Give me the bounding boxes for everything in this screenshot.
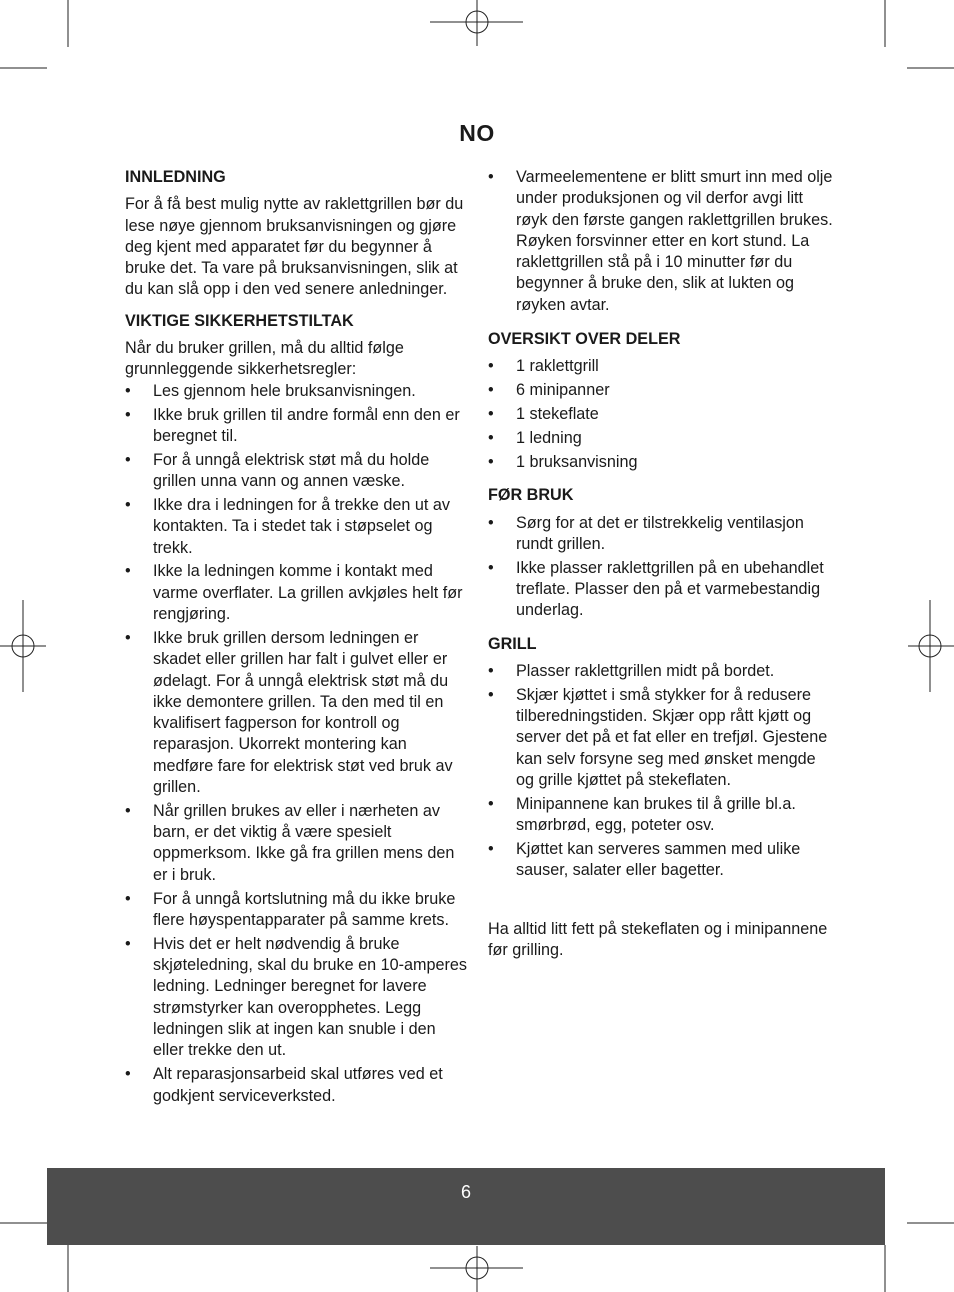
list-item bbox=[125, 934, 470, 1062]
before-use-heading: FØR BRUK bbox=[488, 486, 574, 505]
list-item-text: Ikke bruk grillen dersom ledningen er skadet eller grillen har falt i gulvet eller er ødelagt. For å unngå elektrisk støt må du ikke demontere grillen. Ta den med til en kvalifisert fagperson for kontroll og reparasjon. Ukorrekt montering kan medføre fare for elektrisk støt ved bruk av grillen. bbox=[153, 628, 453, 796]
list-item-text: Plasser raklettgrillen midt på bordet. bbox=[516, 661, 775, 680]
bullet-icon: • bbox=[125, 628, 131, 647]
left-column bbox=[125, 167, 470, 1119]
bullet-icon: • bbox=[488, 840, 494, 859]
list-item-text: 6 minipanner bbox=[516, 381, 610, 400]
list-item-text: Hvis det er helt nødvendig å bruke skjøteledning, skal du bruke en 10-amperes ledning. Ledninger beregnet for lavere strømstyrker kan overopphetes. Legg ledningen slik at ingen kan snuble i den eller trekke den ut. bbox=[153, 934, 468, 1060]
list-item bbox=[488, 558, 833, 622]
list-item-text: Ikke la ledningen komme i kontakt med varme overflater. La grillen avkjøles helt før rengjøring. bbox=[153, 562, 463, 624]
list-item-text: Skjær kjøttet i små stykker for å redusere tilberedningstiden. Skjær opp rått kjøtt og server det på et fat eller en trefjøl. Gjestene kan selv forsyne seg med ønsket mengde og grille kjøttet på stekeflaten. bbox=[516, 685, 828, 789]
bullet-icon: • bbox=[125, 405, 131, 424]
bullet-icon: • bbox=[488, 405, 494, 424]
bullet-icon: • bbox=[125, 495, 131, 514]
bullet-icon: • bbox=[125, 562, 131, 581]
list-item-text: Kjøttet kan serveres sammen med ulike sauser, salater eller bagetter. bbox=[516, 840, 801, 880]
list-item bbox=[125, 495, 470, 559]
bullet-icon: • bbox=[488, 168, 494, 186]
list-item bbox=[488, 380, 833, 401]
list-item-text: Minipannene kan brukes til å grille bl.a. smørbrød, egg, poteter osv. bbox=[516, 794, 796, 835]
list-item-text: Les gjennom hele bruksanvisningen. bbox=[153, 381, 416, 400]
bullet-icon: • bbox=[125, 801, 131, 820]
list-item bbox=[488, 452, 833, 473]
bullet-icon: • bbox=[488, 381, 494, 400]
bullet-icon: • bbox=[488, 513, 494, 532]
list-item-text: Alt reparasjonsarbeid skal utføres ved et godkjent serviceverksted. bbox=[153, 1065, 443, 1105]
footer-band bbox=[47, 1168, 885, 1245]
list-item bbox=[488, 513, 833, 556]
bullet-icon: • bbox=[125, 889, 131, 908]
list-item-text: Ikke bruk grillen til andre formål enn den er beregnet til. bbox=[153, 405, 460, 445]
spacer bbox=[488, 894, 833, 919]
list-item bbox=[125, 628, 470, 798]
bullet-icon: • bbox=[488, 661, 494, 680]
bullet-icon: • bbox=[488, 685, 494, 704]
bullet-icon: • bbox=[488, 452, 494, 471]
safety-intro-paragraph: Når du bruker grillen, må du alltid følge grunnleggende sikkerhetsregler: bbox=[125, 339, 404, 379]
list-item-text: Varmeelementene er blitt smurt inn med olje under produksjonen og vil derfor avgi litt røyk den første gangen raklettgrillen brukes. Røyken forsvinner etter en kort stund. La raklettgrillen stå på i 10 minutter før du begynner å bruke den, slik at lukten og røyken avtar. bbox=[516, 168, 833, 314]
list-item bbox=[125, 801, 470, 886]
intro-paragraph: For å få best mulig nytte av raklettgrillen bør du lese nøye gjennom bruksanvisningen og gjøre deg kjent med apparatet før du begynner å bruke det. Ta vare på bruksanvisningen, slik at du kan slå opp i den ved senere anledninger. bbox=[125, 195, 464, 299]
list-item-text: Sørg for at det er tilstrekkelig ventilasjon rundt grillen. bbox=[516, 513, 804, 553]
bullet-icon: • bbox=[125, 1065, 131, 1084]
bullet-icon: • bbox=[488, 429, 494, 448]
right-column bbox=[488, 167, 833, 971]
list-item bbox=[488, 167, 833, 316]
list-item-text: 1 stekeflate bbox=[516, 405, 599, 424]
language-code-title: NO bbox=[459, 120, 495, 146]
bullet-icon: • bbox=[125, 934, 131, 953]
list-item bbox=[488, 428, 833, 449]
page-number: 6 bbox=[460, 1182, 471, 1202]
before-use-list bbox=[488, 513, 833, 622]
list-item-text: 1 bruksanvisning bbox=[516, 452, 638, 471]
bullet-icon: • bbox=[488, 558, 494, 577]
parts-heading: OVERSIKT OVER DELER bbox=[488, 330, 681, 349]
parts-list bbox=[488, 356, 833, 473]
list-item bbox=[488, 839, 833, 882]
grill-list bbox=[488, 661, 833, 882]
list-item-text: For å unngå elektrisk støt må du holde grillen unna vann og annen væske. bbox=[153, 450, 430, 491]
list-item-text: For å unngå kortslutning må du ikke bruke flere høyspentapparater på samme krets. bbox=[153, 889, 456, 929]
closing-note: Ha alltid litt fett på stekeflaten og i minipannene før grilling. bbox=[488, 919, 828, 959]
list-item bbox=[125, 561, 470, 625]
list-item-text: Ikke plasser raklettgrillen på en ubehandlet treflate. Plasser den på et varmebestandig underlag. bbox=[516, 558, 824, 620]
list-item bbox=[125, 889, 470, 932]
list-item bbox=[488, 794, 833, 837]
list-item bbox=[488, 356, 833, 377]
list-item bbox=[125, 381, 470, 402]
grill-heading: GRILL bbox=[488, 634, 537, 653]
list-item bbox=[488, 661, 833, 682]
list-item bbox=[488, 404, 833, 425]
intro-heading: INNLEDNING bbox=[125, 168, 226, 186]
bullet-icon: • bbox=[125, 381, 131, 400]
list-item-text: 1 ledning bbox=[516, 429, 582, 448]
list-item bbox=[488, 685, 833, 791]
list-item-text: Når grillen brukes av eller i nærheten av barn, er det viktig å være spesielt oppmerksom. Ikke gå fra grillen mens den er i bruk. bbox=[153, 801, 455, 884]
list-item bbox=[125, 450, 470, 493]
list-item-text: Ikke dra i ledningen for å trekke den ut av kontakten. Ta i stedet tak i støpselet og trekk. bbox=[153, 495, 450, 557]
bullet-icon: • bbox=[488, 794, 494, 813]
heating-note-list bbox=[488, 167, 833, 316]
list-item bbox=[125, 1064, 470, 1107]
list-item-text: 1 raklettgrill bbox=[516, 357, 599, 376]
list-item bbox=[125, 405, 470, 448]
bullet-icon: • bbox=[488, 357, 494, 376]
bullet-icon: • bbox=[125, 450, 131, 469]
safety-list bbox=[125, 381, 470, 1107]
safety-heading: VIKTIGE SIKKERHETSTILTAK bbox=[125, 311, 354, 330]
